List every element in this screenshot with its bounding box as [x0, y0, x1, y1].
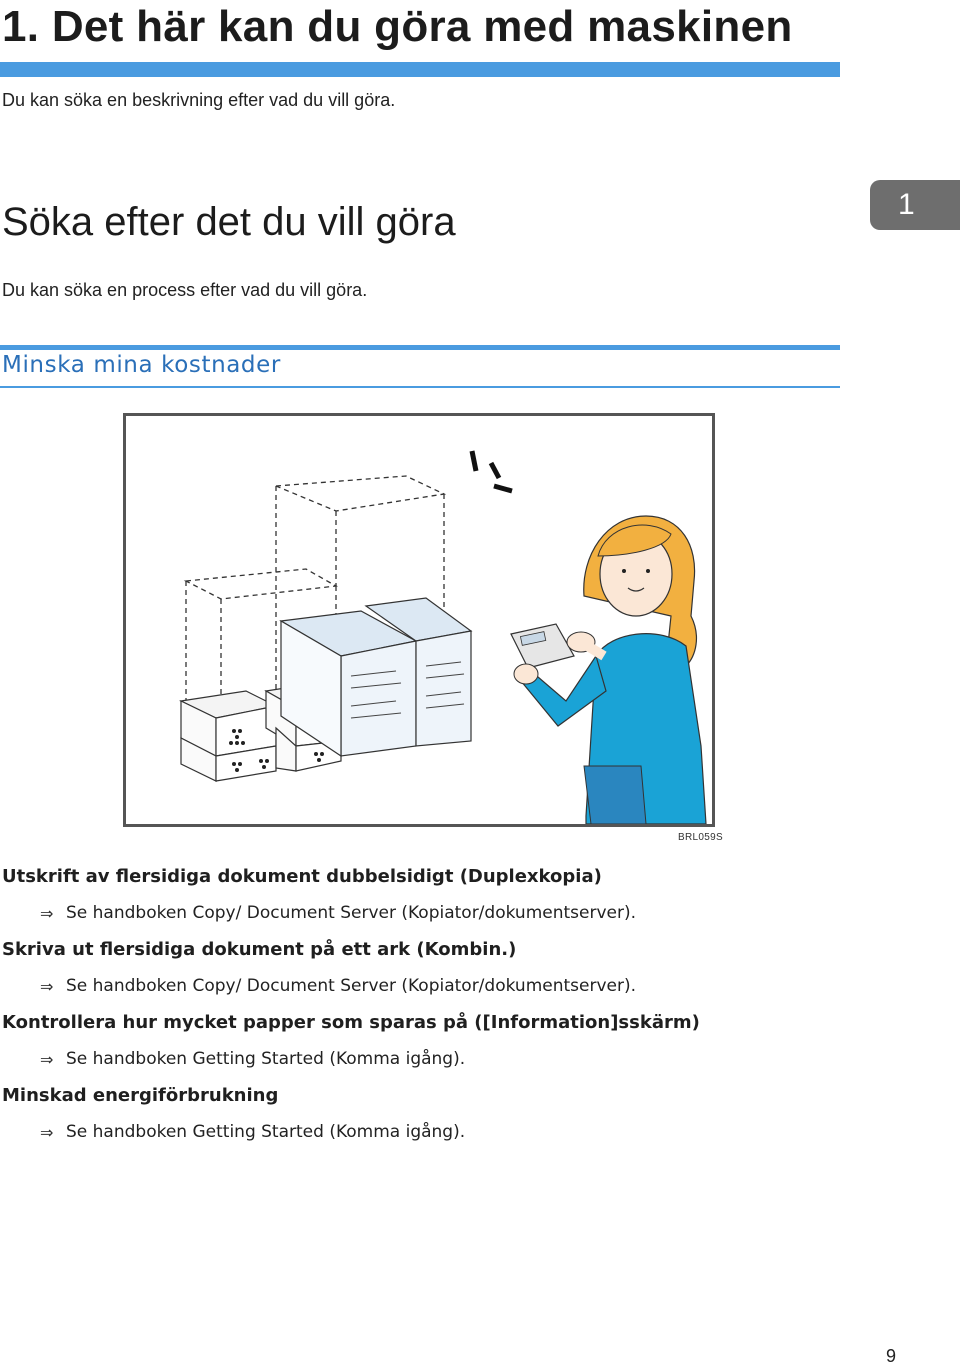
item-reference-text: Se handboken Getting Started (Komma igång). — [66, 1122, 466, 1142]
item-reference-paper-saved[interactable] — [40, 1049, 465, 1069]
illustration-code: BRL059S — [678, 832, 723, 843]
item-reference-energy[interactable] — [40, 1122, 465, 1142]
double-arrow-right-icon: ⇒ — [40, 1122, 54, 1142]
chapter-intro: Du kan söka en beskrivning efter vad du vill göra. — [2, 90, 396, 110]
item-reference-duplex[interactable] — [40, 903, 636, 923]
alert-marks — [472, 451, 512, 491]
item-heading-paper-saved: Kontrollera hur mycket papper som sparas på ([Information]sskärm) — [2, 1012, 700, 1033]
chapter-title-rule — [0, 62, 840, 77]
double-arrow-right-icon: ⇒ — [40, 903, 54, 923]
item-reference-text: Se handboken Getting Started (Komma igång). — [66, 1049, 466, 1069]
chapter-tab[interactable]: 1 — [870, 180, 960, 230]
item-reference-text: Se handboken Copy/ Document Server (Kopiator/dokumentserver). — [66, 903, 637, 923]
double-arrow-right-icon: ⇒ — [40, 976, 54, 996]
page-number: 9 — [886, 1346, 897, 1366]
subsection-rule-bottom — [0, 386, 840, 388]
section-intro: Du kan söka en process efter vad du vill göra. — [2, 280, 368, 300]
paper-stacks — [281, 598, 471, 756]
item-heading-duplex: Utskrift av flersidiga dokument dubbelsidigt (Duplexkopia) — [2, 866, 602, 887]
item-heading-energy: Minskad energiförbrukning — [2, 1085, 279, 1106]
cost-saving-illustration — [123, 413, 715, 827]
woman-figure — [511, 516, 706, 824]
subsection-title: Minska mina kostnader — [2, 352, 281, 378]
chapter-title: 1. Det här kan du göra med maskinen — [2, 2, 793, 51]
item-reference-combine[interactable] — [40, 976, 636, 996]
item-reference-text: Se handboken Copy/ Document Server (Kopiator/dokumentserver). — [66, 976, 637, 996]
illustration-drawing — [126, 416, 712, 824]
section-title: Söka efter det du vill göra — [2, 200, 456, 244]
item-heading-combine: Skriva ut flersidiga dokument på ett ark (Kombin.) — [2, 939, 517, 960]
double-arrow-right-icon: ⇒ — [40, 1049, 54, 1069]
subsection-rule-top — [0, 345, 840, 350]
